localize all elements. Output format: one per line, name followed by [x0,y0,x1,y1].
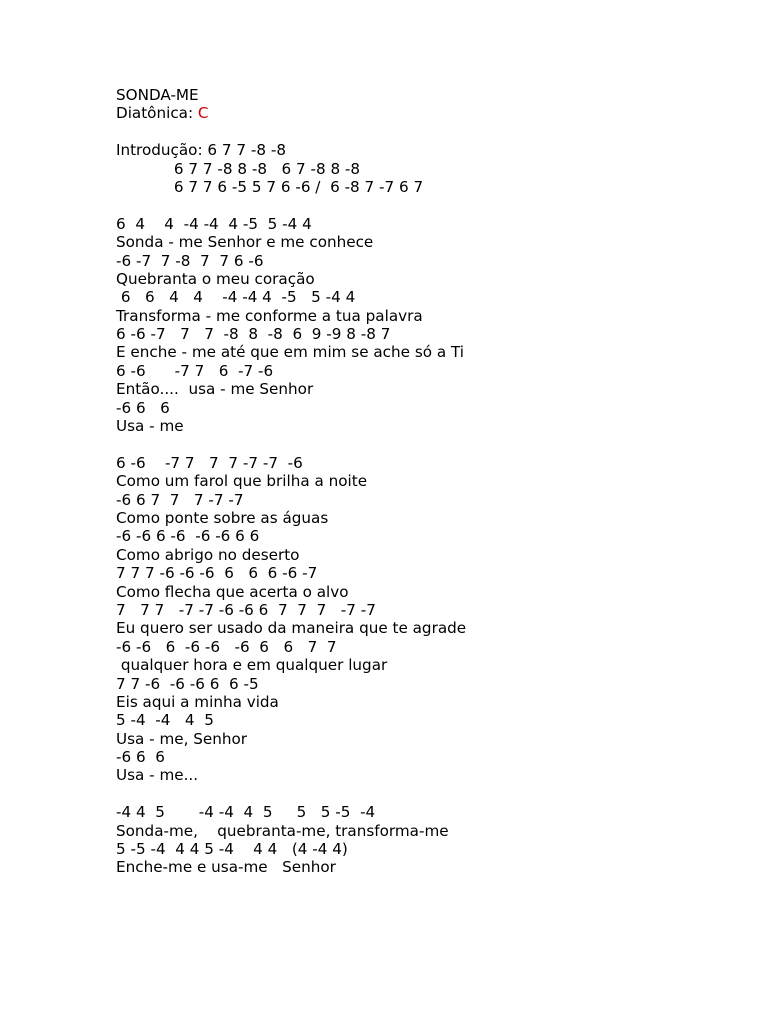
notes-line: -6 6 6 [116,398,170,417]
notes-line: 7 7 7 -7 -7 -6 -6 6 7 7 7 -7 -7 [116,600,376,619]
lyric-line: Como abrigo no deserto [116,545,300,564]
notes-line: 6 6 4 4 -4 -4 4 -5 5 -4 4 [116,288,356,307]
notes-line: 6 4 4 -4 -4 4 -5 5 -4 4 [116,214,312,233]
notes-line: -4 4 5 -4 -4 4 5 5 5 -5 -4 [116,803,376,822]
spacer [116,196,736,214]
lyric-line: Sonda-me, quebranta-me, transforma-me [116,821,449,840]
intro-section [116,141,736,196]
lyric-line: Como flecha que acerta o alvo [116,582,349,601]
lyric-line: Eis aqui a minha vida [116,692,279,711]
notes-line: 5 -5 -4 4 4 5 -4 4 4 (4 -4 4) [116,840,348,859]
lyric-line: Como um farol que brilha a noite [116,472,368,491]
verse-1-section [116,215,736,436]
notes-line: -6 -6 6 -6 -6 -6 6 6 [116,527,260,546]
lyric-line: Como ponte sobre as águas [116,508,329,527]
notes-line: 5 -4 -4 4 5 [116,711,214,730]
notes-line: -6 6 7 7 7 -7 -7 [116,490,244,509]
lyric-line: Usa - me [116,417,184,436]
intro-line: Introdução: 6 7 7 -8 -8 [116,141,287,160]
notes-line: -6 -7 7 -8 7 7 6 -6 [116,251,264,270]
intro-line: 6 7 7 -8 8 -8 6 7 -8 8 -8 [116,159,361,178]
lyric-line: Usa - me... [116,766,199,785]
lyric-line: E enche - me até que em mim se ache só a Ti [116,343,465,362]
lyric-line: Eu quero ser usado da maneira que te agrade [116,619,467,638]
notes-line: 6 -6 -7 7 7 -8 8 -8 6 9 -9 8 -8 7 [116,325,391,344]
lyric-line: qualquer hora e em qualquer lugar [116,656,388,675]
notes-line: 7 7 7 -6 -6 -6 6 6 6 -6 -7 [116,564,318,583]
lyric-line: Sonda - me Senhor e me conhece [116,233,374,252]
lyric-line: Então.... usa - me Senhor [116,380,314,399]
notes-line: 6 -6 -7 7 7 7 -7 -7 -6 [116,453,303,472]
spacer [116,785,736,803]
lyric-line: Enche-me e usa-me Senhor [116,858,336,877]
key-value: C [197,104,209,123]
notes-line: -6 -6 6 -6 -6 -6 6 6 7 7 [116,637,337,656]
verse-2-section [116,454,736,785]
notes-line: 7 7 -6 -6 -6 6 6 -5 [116,674,259,693]
lyric-line: Usa - me, Senhor [116,729,248,748]
chorus-section [116,803,736,877]
lyric-line: Transforma - me conforme a tua palavra [116,306,423,325]
intro-line: 6 7 7 6 -5 5 7 6 -6 / 6 -8 7 -7 6 7 [116,177,424,196]
lyric-line: Quebranta o meu coração [116,269,315,288]
key-line [116,104,736,122]
spacer [116,435,736,453]
song-title: SONDA-ME [116,86,199,104]
notes-line: 6 -6 -7 7 6 -7 -6 [116,361,274,380]
key-label: Diatônica: [116,104,198,123]
spacer [116,123,736,141]
notes-line: -6 6 6 [116,748,165,767]
song-sheet [116,86,736,877]
